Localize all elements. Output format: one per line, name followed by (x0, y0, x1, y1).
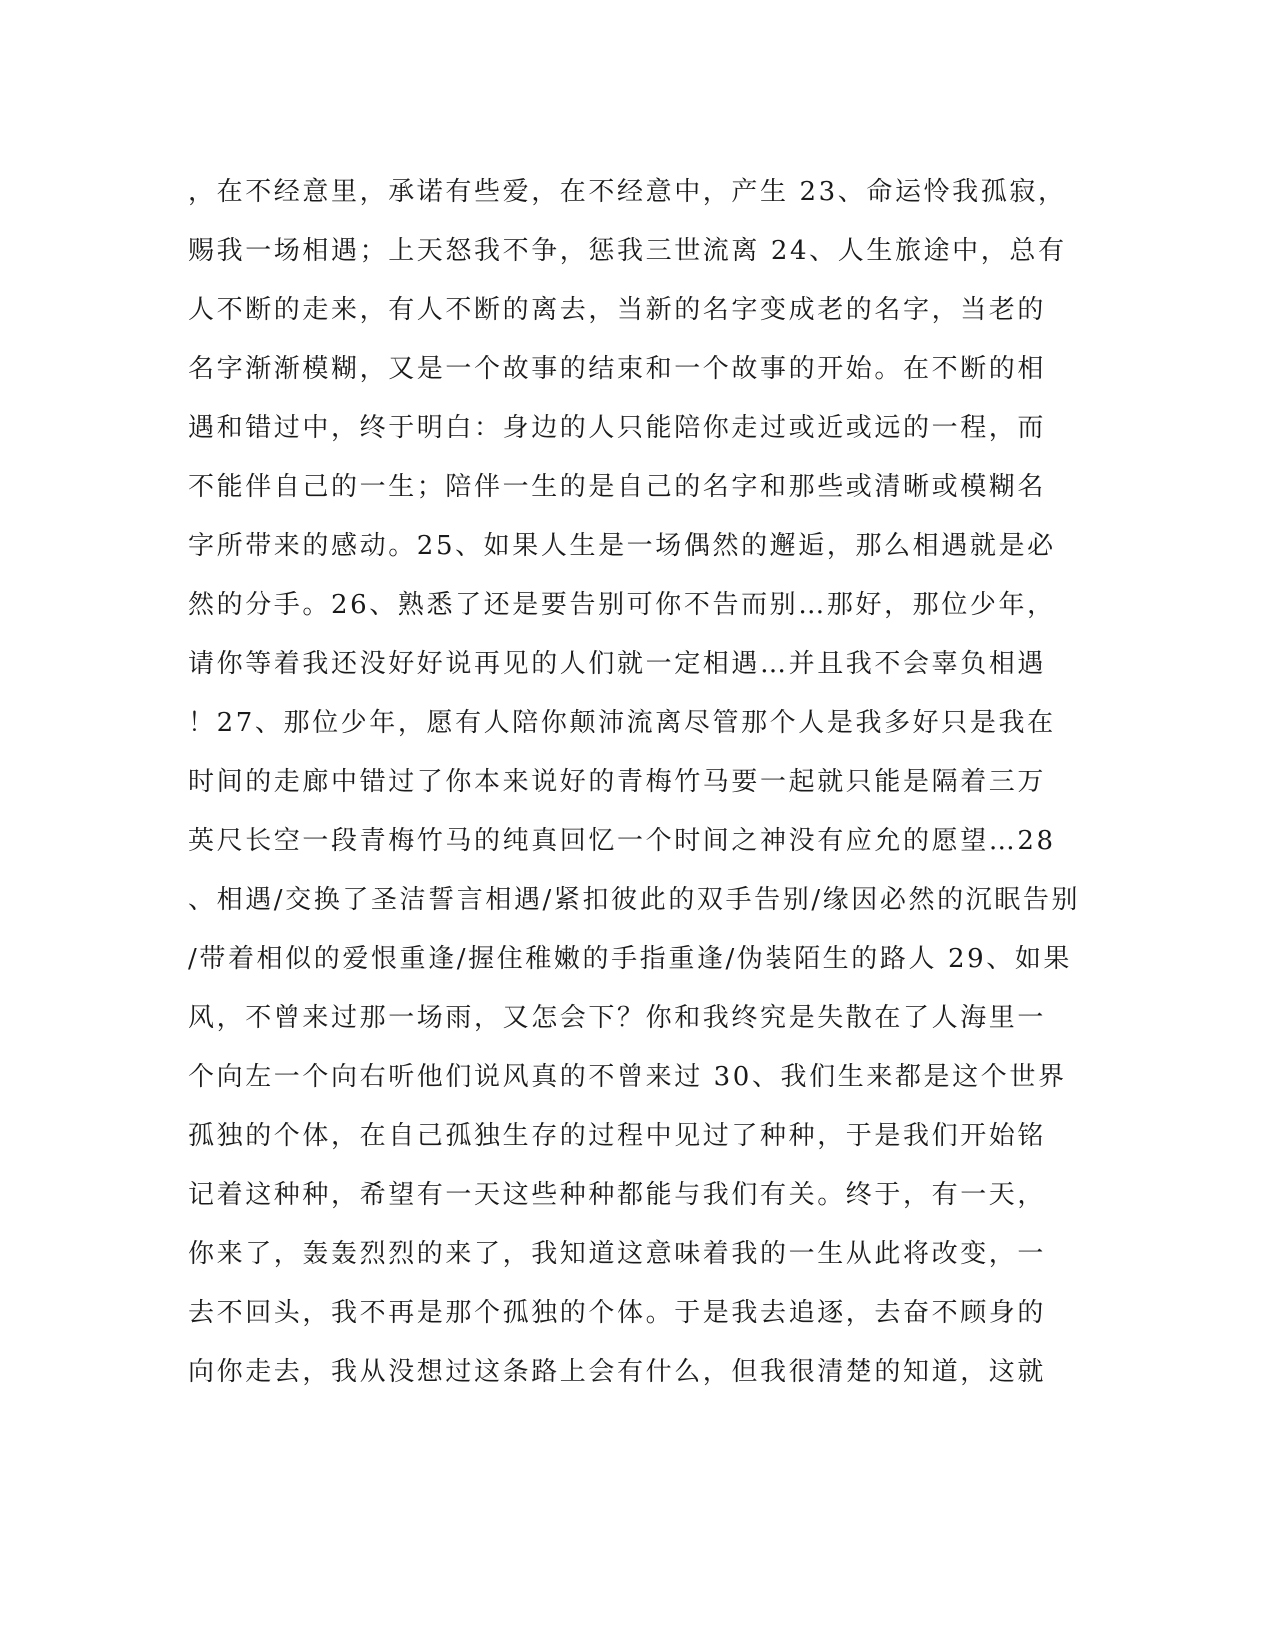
text-line: 时间的走廊中错过了你本来说好的青梅竹马要一起就只能是隔着三万 (188, 767, 1047, 797)
text-line: 、相遇/交换了圣洁誓言相遇/紧扣彼此的双手告别/缘因必然的沉眠告别 (188, 885, 1081, 915)
text-line: 风，不曾来过那一场雨，又怎会下？你和我终究是失散在了人海里一 (188, 1003, 1047, 1033)
text-line: 赐我一场相遇；上天怒我不争，惩我三世流离 24、人生旅途中，总有 (188, 236, 1067, 266)
text-line: 字所带来的感动。25、如果人生是一场偶然的邂逅，那么相遇就是必 (188, 531, 1056, 561)
text-line: /带着相似的爱恨重逢/握住稚嫩的手指重逢/伪装陌生的路人 29、如果 (188, 944, 1073, 974)
text-line: ！27、那位少年，愿有人陪你颠沛流离尽管那个人是我多好只是我在 (188, 708, 1056, 738)
text-line: 去不回头，我不再是那个孤独的个体。于是我去追逐，去奋不顾身的 (188, 1298, 1047, 1328)
text-line: 个向左一个向右听他们说风真的不曾来过 30、我们生来都是这个世界 (188, 1062, 1067, 1092)
text-line: 请你等着我还没好好说再见的人们就一定相遇…并且我不会辜负相遇 (188, 649, 1047, 679)
text-line: 遇和错过中，终于明白：身边的人只能陪你走过或近或远的一程，而 (188, 413, 1047, 443)
text-line: 名字渐渐模糊，又是一个故事的结束和一个故事的开始。在不断的相 (188, 354, 1047, 384)
text-line: 记着这种种，希望有一天这些种种都能与我们有关。终于，有一天， (188, 1180, 1047, 1210)
text-line: 向你走去，我从没想过这条路上会有什么，但我很清楚的知道，这就 (188, 1357, 1047, 1387)
text-line: 人不断的走来，有人不断的离去，当新的名字变成老的名字，当老的 (188, 295, 1047, 325)
body-text (188, 163, 1088, 1402)
text-line: 孤独的个体，在自己孤独生存的过程中见过了种种，于是我们开始铭 (188, 1121, 1047, 1151)
text-line: 英尺长空一段青梅竹马的纯真回忆一个时间之神没有应允的愿望…28 (188, 826, 1056, 856)
text-line: 然的分手。26、熟悉了还是要告别可你不告而别…那好，那位少年， (188, 590, 1056, 620)
text-line: 你来了，轰轰烈烈的来了，我知道这意味着我的一生从此将改变，一 (188, 1239, 1047, 1269)
text-line: ，在不经意里，承诺有些爱，在不经意中，产生 23、命运怜我孤寂， (188, 177, 1067, 207)
text-line: 不能伴自己的一生；陪伴一生的是自己的名字和那些或清晰或模糊名 (188, 472, 1047, 502)
